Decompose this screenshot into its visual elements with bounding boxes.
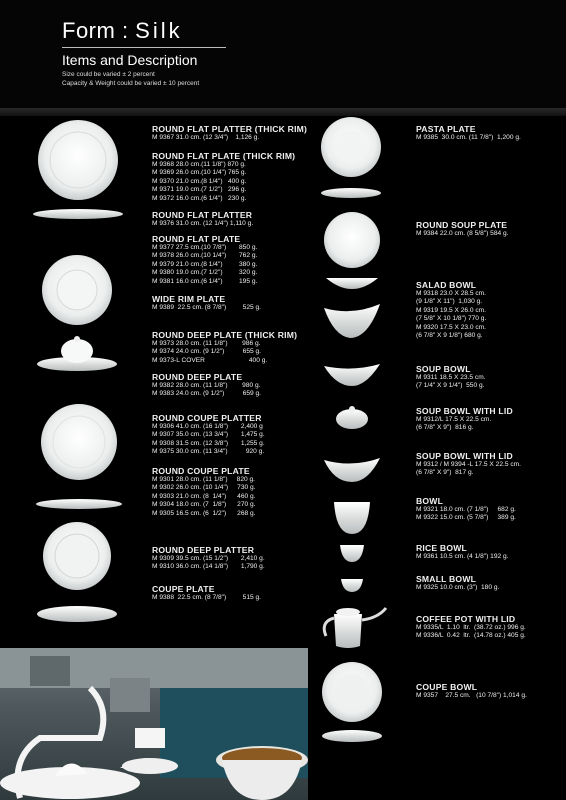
item-title: RICE BOWL xyxy=(416,543,467,553)
soup-bowl-image xyxy=(322,362,382,388)
header-panel xyxy=(0,0,566,108)
item-line: M 9381 16.0 cm.(6 1/4") 195 g. xyxy=(152,277,258,285)
item-line: M 9373-L COVER 400 g. xyxy=(152,356,268,364)
item-line: M 9372 16.0 cm.(6 1/4") 230 g. xyxy=(152,194,247,202)
item-line: (7 1/4" X 9 1/4") 550 g. xyxy=(416,382,485,390)
item-title: PASTA PLATE xyxy=(416,124,476,134)
item-line: (7 5/8" X 10 1/8") 770 g. xyxy=(416,315,487,323)
item-line: M 9309 39.5 cm. (15 1/2") 2,410 g. xyxy=(152,555,265,562)
item-title: ROUND COUPE PLATE xyxy=(152,466,250,476)
right-item-2 xyxy=(416,220,509,238)
item-title: COFFEE POT WITH LID xyxy=(416,614,516,624)
right-item-6 xyxy=(416,451,521,478)
item-line: M 9321 18.0 cm. (7 1/8") 682 g. xyxy=(416,506,516,513)
item-title: SOUP BOWL WITH LID xyxy=(416,406,513,416)
item-line: M 9374 24.0 cm. (9 1/2") 655 g. xyxy=(152,348,261,356)
rice-bowl-image xyxy=(338,542,366,564)
soup-bowl-with-lid-2-image xyxy=(322,456,382,484)
item-line: M 9306 41.0 cm. (16 1/8") 2,400 g xyxy=(152,423,263,430)
item-line: M 9301 28.0 cm. (11 1/8") 820 g. xyxy=(152,476,256,483)
left-item-6 xyxy=(152,330,297,365)
right-item-4 xyxy=(416,364,486,391)
item-title: ROUND FLAT PLATE xyxy=(152,234,241,244)
coffee-pot-image xyxy=(316,604,388,652)
item-line: M 9308 31.5 cm. (12 3/8") 1,255 g. xyxy=(152,439,265,447)
item-title: BOWL xyxy=(416,496,444,506)
item-line: M 9368 28.0 cm.(11 1/8") 870 g. xyxy=(152,161,246,168)
item-title: SMALL BOWL xyxy=(416,574,477,584)
item-line: M 9377 27.5 cm.(10 7/8") 850 g. xyxy=(152,244,258,251)
right-item-7 xyxy=(416,496,516,523)
item-title: ROUND DEEP PLATE (THICK RIM) xyxy=(152,330,298,340)
item-line: (6 7/8" X 9") 817 g. xyxy=(416,469,474,477)
item-line: M 9312 / M 9394 -L 17.5 X 22.5 cm. xyxy=(416,461,521,468)
item-line: M 9385 30.0 cm. (11 7/8") 1,200 g. xyxy=(416,134,521,141)
item-line: M 9307 35.0 cm. (13 3/4") 1,475 g. xyxy=(152,431,265,439)
item-line: M 9367 31.0 cm. (12 3/4") 1,126 g. xyxy=(152,134,260,141)
pasta-plate-image xyxy=(318,115,384,199)
item-line: M 9322 15.0 cm. (5 7/8") 389 g. xyxy=(416,514,516,522)
item-line: M 9318 23.0 X 28.5 cm. xyxy=(416,290,487,297)
left-item-8 xyxy=(152,413,265,457)
item-line: M 9370 21.0 cm.(8 1/4") 400 g. xyxy=(152,177,247,185)
item-line: M 9319 19.5 X 26.0 cm. xyxy=(416,306,487,314)
salad-bowl-image xyxy=(322,302,382,340)
item-title: ROUND SOUP PLATE xyxy=(416,220,508,230)
right-item-8 xyxy=(416,543,509,561)
item-line: M 9379 21.0 cm.(8 1/4") 380 g. xyxy=(152,260,258,268)
right-item-10 xyxy=(416,614,526,641)
page-title xyxy=(62,18,183,44)
item-line: M 9302 26.0 cm. (10 1/4") 730 g. xyxy=(152,484,256,492)
right-item-5 xyxy=(416,406,513,433)
bowl-image xyxy=(332,498,372,536)
round-soup-plate-image xyxy=(322,210,382,296)
item-title: ROUND FLAT PLATTER (THICK RIM) xyxy=(152,124,308,134)
right-item-9 xyxy=(416,574,499,592)
capacity-note: Capacity & Weight could be varied ± 10 percent xyxy=(62,80,200,87)
item-line: M 9320 17.5 X 23.0 cm. xyxy=(416,323,487,331)
item-title: ROUND FLAT PLATE (THICK RIM) xyxy=(152,151,296,161)
item-title: ROUND FLAT PLATTER xyxy=(152,210,253,220)
item-title: WIDE RIM PLATE xyxy=(152,294,226,304)
lifestyle-photo xyxy=(0,648,308,800)
left-item-2 xyxy=(152,151,295,203)
item-title: SOUP BOWL xyxy=(416,364,471,374)
small-bowl-image xyxy=(339,576,365,594)
wide-rim-plate-image xyxy=(36,252,118,380)
item-line: M 9311 18.5 X 23.5 cm. xyxy=(416,374,486,381)
item-line: M 9325 10.0 cm. (3") 180 g. xyxy=(416,584,500,591)
left-item-3 xyxy=(152,210,253,228)
round-deep-platter-image xyxy=(33,520,121,624)
item-line: M 9305 16.5 cm. (6 1/2") 268 g. xyxy=(152,509,256,517)
item-line: M 9304 18.0 cm. (7 1/8") 270 g. xyxy=(152,501,256,509)
item-line: M 9335/L 1.10 ltr. (38.72 oz.) 996 g. xyxy=(416,624,526,631)
item-line: M 9388 22.5 cm. (8 7/8") 515 g. xyxy=(152,594,261,601)
title-name: Silk xyxy=(135,18,183,43)
header-divider xyxy=(0,108,566,116)
soup-bowl-with-lid-image xyxy=(327,405,377,433)
page-subtitle: Items and Description xyxy=(62,52,198,68)
item-line: M 9375 30.0 cm. (11 3/4") 920 g. xyxy=(152,448,265,456)
right-item-3 xyxy=(416,280,486,340)
round-flat-platter-image xyxy=(30,118,126,226)
right-item-1 xyxy=(416,124,521,142)
left-item-4 xyxy=(152,234,257,286)
round-coupe-platter-image xyxy=(33,402,125,514)
item-line: M 9312/L 17.5 X 22.5 cm. xyxy=(416,416,492,423)
left-item-5 xyxy=(152,294,261,312)
item-line: M 9361 10.5 cm. (4 1/8") 192 g. xyxy=(416,553,509,560)
left-item-9 xyxy=(152,466,256,518)
item-line: M 9310 36.0 cm. (14 1/8") 1,790 g. xyxy=(152,563,265,571)
item-line: M 9376 31.0 cm. (12 1/4") 1,110 g. xyxy=(152,220,254,227)
item-title: COUPE BOWL xyxy=(416,682,478,692)
item-line: M 9369 26.0 cm.(10 1/4") 765 g. xyxy=(152,169,247,177)
item-line: M 9303 21.0 cm. (8 1/4") 460 g. xyxy=(152,492,256,500)
title-underline xyxy=(62,47,226,48)
item-title: COUPE PLATE xyxy=(152,584,215,594)
right-item-11 xyxy=(416,682,527,700)
title-prefix: Form : xyxy=(62,18,136,43)
item-line: M 9373 28.0 cm. (11 1/8") 986 g. xyxy=(152,340,261,347)
item-title: ROUND DEEP PLATTER xyxy=(152,545,255,555)
item-line: (6 7/8" X 9") 816 g. xyxy=(416,424,474,432)
left-item-11 xyxy=(152,584,261,602)
item-line: M 9383 24.0 cm. (9 1/2") 659 g. xyxy=(152,390,261,398)
item-title: SOUP BOWL WITH LID xyxy=(416,451,513,461)
left-item-7 xyxy=(152,372,261,399)
item-line: M 9380 19.0 cm.(7 1/2") 320 g. xyxy=(152,269,258,277)
item-line: M 9371 19.0 cm.(7 1/2") 296 g. xyxy=(152,186,247,194)
item-line: M 9378 26.0 cm.(10 1/4") 762 g. xyxy=(152,252,258,260)
item-line: M 9357 27.5 cm. (10 7/8") 1,014 g. xyxy=(416,692,527,699)
left-item-10 xyxy=(152,545,265,572)
item-line: M 9336/L 0.42 ltr. (14.78 oz.) 405 g. xyxy=(416,632,526,640)
left-item-1 xyxy=(152,124,307,142)
item-title: ROUND DEEP PLATE xyxy=(152,372,243,382)
item-line: (6 7/8" X 9 1/8") 680 g. xyxy=(416,332,483,340)
item-line: M 9382 28.0 cm. (11 1/8") 980 g. xyxy=(152,382,261,389)
item-line: (9 1/8" X 11") 1,030 g. xyxy=(416,298,483,306)
table-setting-illustration xyxy=(0,648,308,800)
item-line: M 9384 22.0 cm. (8 5/8") 584 g. xyxy=(416,230,509,237)
size-note: Size could be varied ± 2 percent xyxy=(62,71,155,78)
item-title: SALAD BOWL xyxy=(416,280,477,290)
item-line: M 9389 22.5 cm. (8 7/8") 525 g. xyxy=(152,304,261,311)
coupe-bowl-image xyxy=(320,660,384,744)
item-title: ROUND COUPE PLATTER xyxy=(152,413,262,423)
